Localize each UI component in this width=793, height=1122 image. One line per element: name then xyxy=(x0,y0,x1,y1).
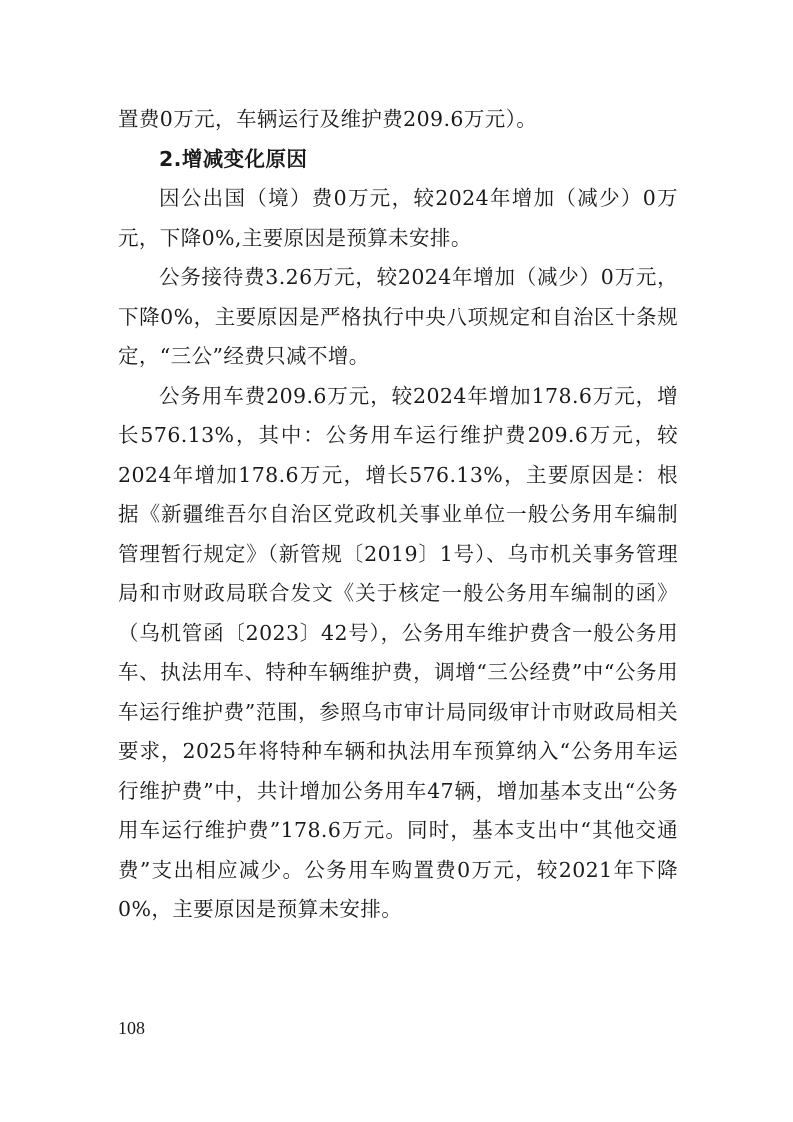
document-body xyxy=(118,100,678,930)
section-heading: 2.增减变化原因 xyxy=(159,146,308,171)
paragraph-continuation: 置费0万元，车辆运行及维护费209.6万元）。 xyxy=(118,107,538,131)
paragraph-overseas-expense: 因公出国（境）费0万元，较2024年增加（减少）0万元，下降0%,主要原因是预算未安排。 xyxy=(118,186,678,250)
paragraph-reception-expense: 公务接待费3.26万元，较2024年增加（减少）0万元，下降0%，主要原因是严格执行中央八项规定和自治区十条规定，“三公”经费只减不增。 xyxy=(118,265,678,368)
page-number: 108 xyxy=(118,1018,145,1038)
paragraph-vehicle-expense: 公务用车费209.6万元，较2024年增加178.6万元，增长576.13%，其中：公务用车运行维护费209.6万元，较2024年增加178.6万元，增长576.13%，主要原因是：根据《新疆维吾尔自治区党政机关事业单位一般公务用车编制管理暂行规定》（新管规〔2019〕1号）、乌市机关事务管理局和市财政局联合发文《关于核定一般公务用车编制的函》（乌机管函〔2023〕42号），公务用车维护费含一般公务用车、执法用车、特种车辆维护费，调增“三公经费”中“公务用车运行维护费”范围，参照乌市审计局同级审计市财政局相关要求，2025年将特种车辆和执法用车预算纳入“公务用车运行维护费”中，共计增加公务用车47辆，增加基本支出“公务用车运行维护费”178.6万元。同时，基本支出中“其他交通费”支出相应减少。公务用车购置费0万元，较2021年下降0%，主要原因是预算未安排。 xyxy=(118,383,678,921)
